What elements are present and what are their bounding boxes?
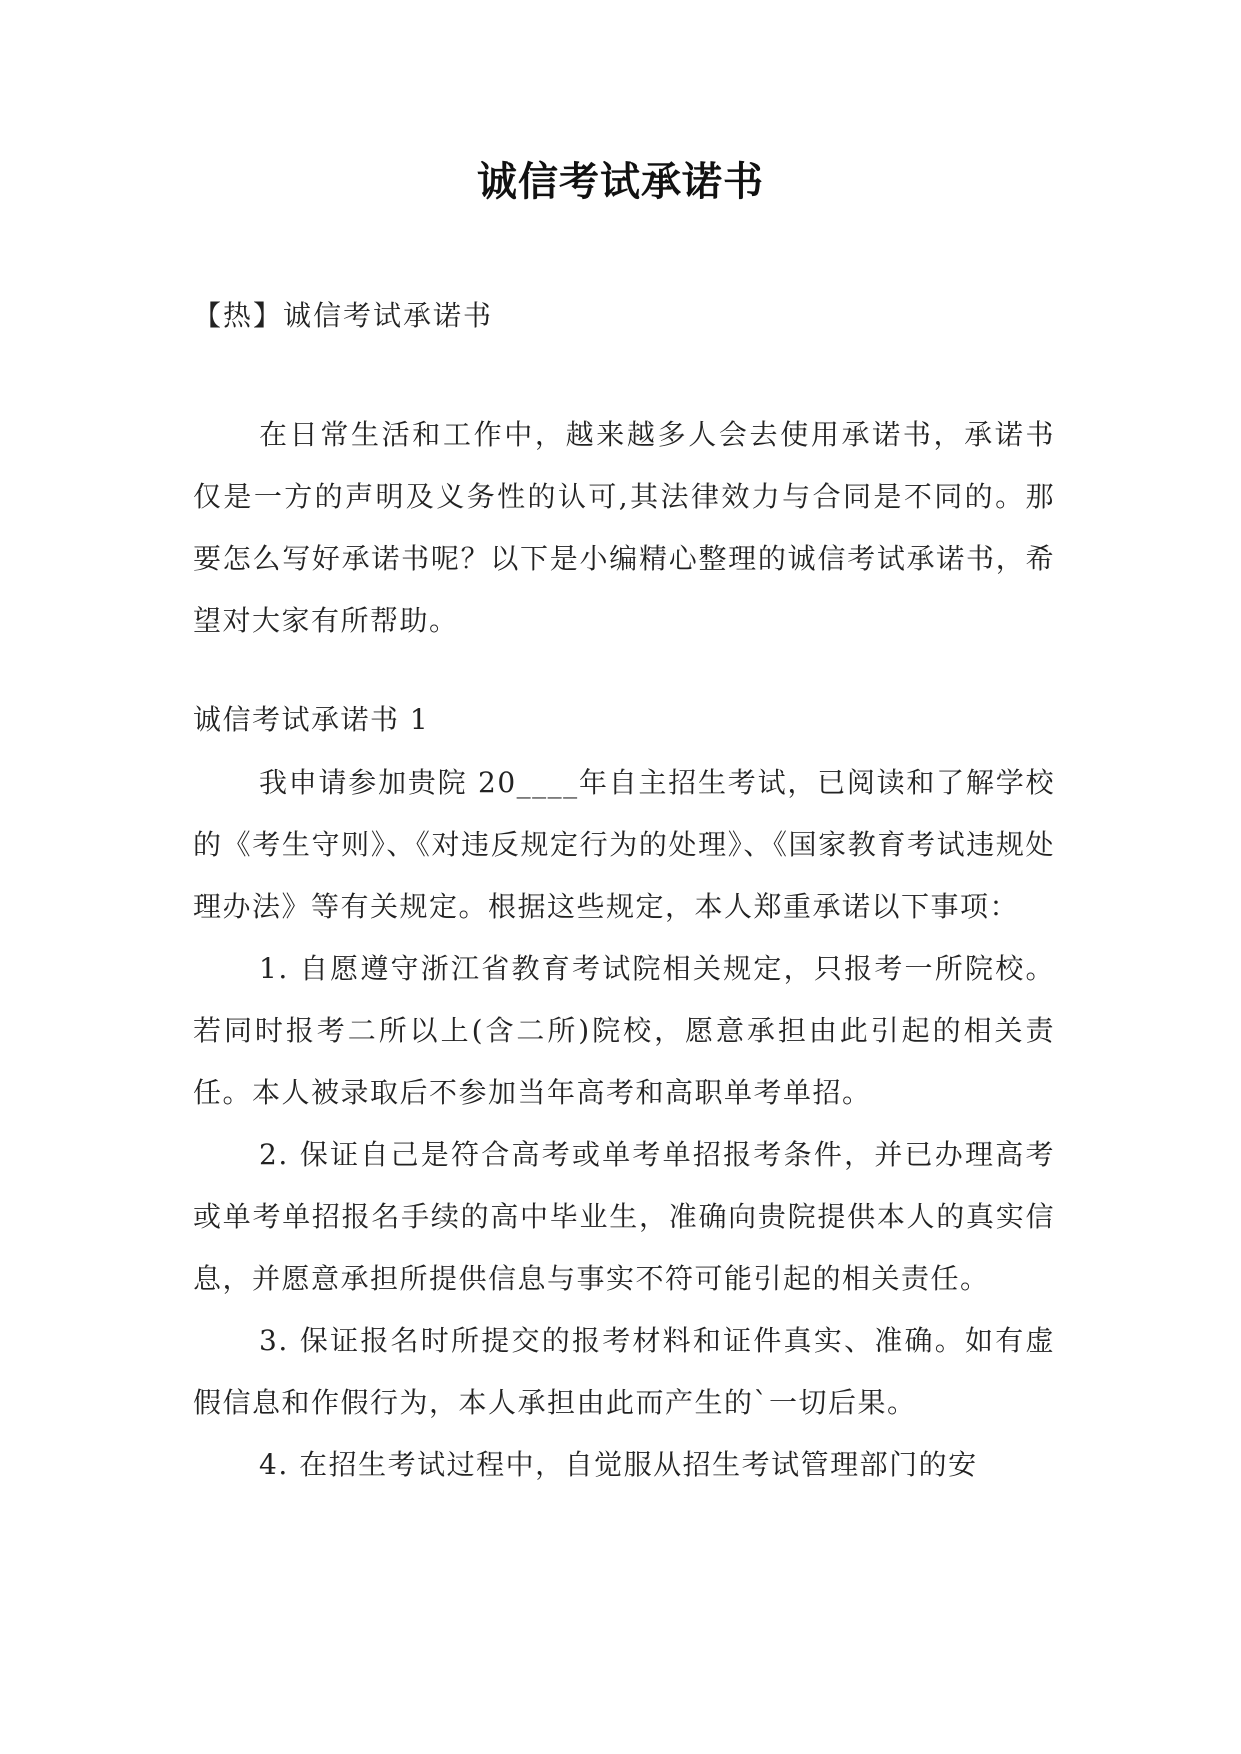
commitment-body — [193, 752, 1055, 1496]
commitment-item-1: 1. 自愿遵守浙江省教育考试院相关规定，只报考一所院校。若同时报考二所以上(含二所)院校，愿意承担由此引起的相关责任。本人被录取后不参加当年高考和高职单考单招。 — [193, 952, 1055, 1109]
document-subtitle: 【热】诚信考试承诺书 — [193, 299, 494, 332]
document-title: 诚信考试承诺书 — [477, 159, 764, 205]
commitment-item-4: 4. 在招生考试过程中，自觉服从招生考试管理部门的安 — [259, 1448, 978, 1481]
commitment-item-2: 2. 保证自己是符合高考或单考单招报考条件，并已办理高考或单考单招报名手续的高中毕业生，准确向贵院提供本人的真实信息，并愿意承担所提供信息与事实不符可能引起的相关责任。 — [193, 1138, 1055, 1295]
commitment-item-3: 3. 保证报名时所提交的报考材料和证件真实、准确。如有虚假信息和作假行为，本人承担由此而产生的`一切后果。 — [193, 1324, 1055, 1419]
intro-paragraph: 在日常生活和工作中，越来越多人会去使用承诺书，承诺书仅是一方的声明及义务性的认可,其法律效力与合同是不同的。那要怎么写好承诺书呢？以下是小编精心整理的诚信考试承诺书，希望对大家有所帮助。 — [193, 418, 1055, 637]
body-paragraph: 我申请参加贵院 20____年自主招生考试，已阅读和了解学校的《考生守则》、《对违反规定行为的处理》、《国家教育考试违规处理办法》等有关规定。根据这些规定，本人郑重承诺以下事项： — [193, 766, 1055, 923]
section-heading: 诚信考试承诺书 1 — [193, 703, 430, 736]
